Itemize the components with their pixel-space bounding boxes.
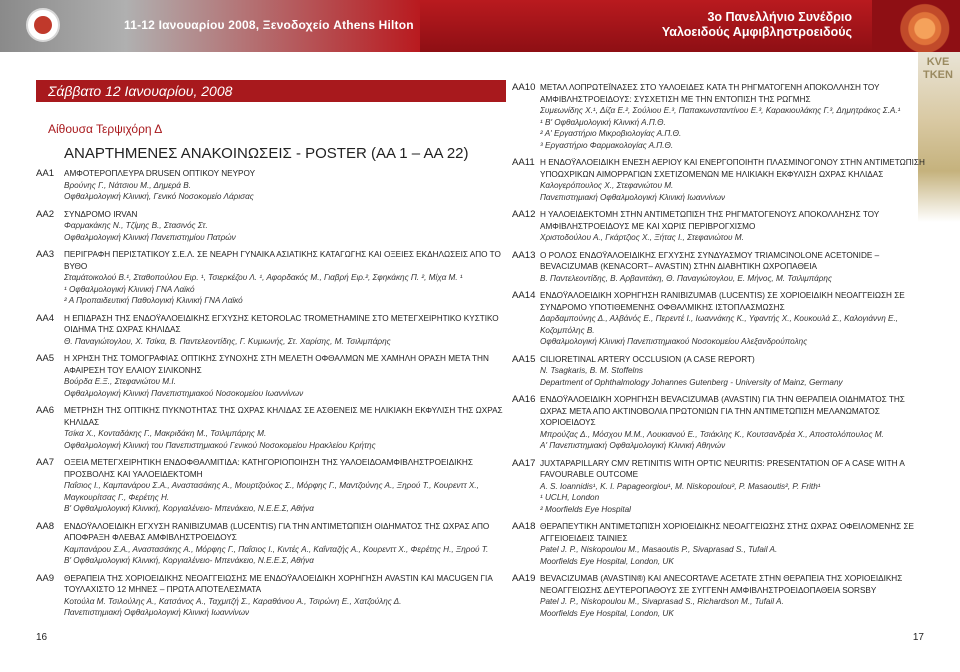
abstract-code: ΑΑ10 [512, 82, 536, 93]
abstract-authors: Μπρούζας Δ., Μόσχου Μ.Μ., Λουκιανού Ε., Τσιάκλης Κ., Κουτσανδρέα Χ., Αποστολόπουλος Μ. [540, 429, 884, 439]
abstract-authors: Κοτούλα Μ. Τσιλούλης Α., Κατσάνος Α., Ταχμιτζή Σ., Καραθάνου Α., Τσιρώνη Ε., Χατζούλης Δ. [64, 596, 402, 606]
decorative-text: KVE TKEN [923, 56, 953, 81]
abstract-title: ΣΥΝΔΡΟΜΟ IRVAN [64, 209, 138, 219]
abstract-authors: Β. Παντελεοντίδης, Β. Αρβανιτάκη, Θ. Παναγιώτογλου, Ε. Μήνος, Μ. Τσιλιμπάρης [540, 273, 832, 283]
abstract-title: Η ΕΝΔΟΫΑΛΟΕΙΔΙΚΗ ΕΝΕΣΗ ΑΕΡΙΟΥ ΚΑΙ ΕΝΕΡΓΟΠΟΙΗΤΗ ΠΛΑΣΜΙΝΟΓΟΝΟΥ ΣΤΗΝ ΑΝΤΙΜΕΤΩΠΙΣΗ ΥΠΟΩΧΡΙΚΩΝ ΑΙΜΟΡΡΑΓΙΩΝ ΣΧΕΤΙΖΟΜΕΝΩΝ ΜΕ ΗΛΙΚΙΑΚΗ ΕΚΦΥΛΙΣΗ ΩΧΡΑΣ ΚΗΛΙΔΑΣ [540, 158, 925, 179]
abstract-title: Η ΥΑΛΟΕΙΔΕΚΤΟΜΗ ΣΤΗΝ ΑΝΤΙΜΕΤΩΠΙΣΗ ΤΗΣ ΡΗΓΜΑΤΟΓΕΝΟΥΣ ΑΠΟΚΟΛΛΗΣΗΣ ΤΟΥ ΑΜΦΙΒΛΗΣΤΡΟΕΙΔΟΥΣ ΜΕ ΚΑΙ ΧΩΡΙΣ ΠΕΡΙΒΡΟΓΧΙΣΜΟ [540, 210, 880, 231]
abstract-authors: Patel J. P., Niskopoulou M., Sivaprasad S., Richardson M., Tufail A. [540, 597, 784, 606]
abstract-title: ΘΕΡΑΠΕΥΤΙΚΗ ΑΝΤΙΜΕΤΩΠΙΣΗ ΧΟΡΙΟΕΙΔΙΚΗΣ ΝΕΟΑΓΓΕΙΩΣΗΣ ΣΤΗΣ ΩΧΡΑΣ ΟΦΕΙΛΟΜΕΝΗΣ ΣΕ ΑΓΓΕΙΟΕΙΔΕΙΣ ΤΑΙΝΙΕΣ [540, 522, 914, 543]
abstract-authors: Δαρδαμπούνης Δ., Αλβάνός Ε., Περεντέ Ι., Ιωαννάκης Κ., Υφαντής Χ., Κουκουλά Σ., Καλογιάννη Ε., Κοζομπόλης Β. [540, 314, 899, 335]
abstract-item [512, 290, 932, 348]
abstract-title: Η ΕΠΙΔΡΑΣΗ ΤΗΣ ΕΝΔΟΫΑΛΟΕΙΔΙΚΗΣ ΕΓΧΥΣΗΣ KETOROLAC TROMETHAMINE ΣΤΟ ΜΕΤΕΓΧΕΙΡΗΤΙΚΟ ΚΥΣΤΙΚΟ ΟΙΔΗΜΑ ΤΗΣ ΩΧΡΑΣ ΚΗΛΙΔΑΣ [64, 313, 499, 334]
abstract-affiliation: Department of Ophthalmology Johannes Gutenberg - University of Mainz, Germany [540, 377, 843, 387]
abstract-title: ΕΝΔΟΫΑΛΟΕΙΔΙΚΗ ΧΟΡΗΓΗΣΗ BEVACIZUMAB (AVASTIN) ΓΙΑ ΤΗΝ ΘΕΡΑΠΕΙΑ ΟΙΔΗΜΑΤΟΣ ΤΗΣ ΩΧΡΑΣ ΜΕΤΑ ΑΠΟ ΑΚΤΙΝΟΒΟΛΙΑ ΠΡΩΤΟΝΙΩΝ ΓΙΑ ΤΗΝ ΑΝΤΙΜΕΤΩΠΙΣΗ ΜΕΛΑΝΩΜΑΤΟΣ ΧΟΡΙΟΕΙΔΟΥΣ [540, 395, 905, 427]
abstract-affiliation: Moorfields Eye Hospital, London, UK [540, 608, 674, 618]
page-number-left: 16 [36, 632, 48, 643]
conference-dates: 11-12 Ιανουαρίου 2008, Ξενοδοχείο Athens Hilton [124, 18, 414, 32]
abstract-authors: Χριστοδούλου Α., Γκάρτζιος Χ., Ξήτας Ι., Στεφανιώτου Μ. [540, 233, 744, 242]
abstract-title: ΕΝΔΟΫΑΛΟΕΙΔΙΚΗ ΧΟΡΗΓΗΣΗ RANIBIZUMAB (LUCENTIS) ΣΕ ΧΟΡΙΟΕΙΔΙΚΗ ΝΕΟΑΓΓΕΙΩΣΗ ΣΕ ΣΥΝΔΡΟΜΟ ΥΠΟΤΙΘΕΜΕΝΗΣ ΟΦΘΑΛΜΙΚΗΣ ΙΣΤΟΠΛΑΣΜΩΣΗΣ [540, 291, 905, 312]
abstract-code: ΑΑ6 [36, 405, 55, 416]
abstract-title: ΜΕΤΑΛ ΛΟΠΡΩΤΕΪΝΑΣΕΣ ΣΤΟ ΥΑΛΟΕΙΔΕΣ ΚΑΤΑ ΤΗ ΡΗΓΜΑΤΟΓΕΝΗ ΑΠΟΚΟΛΛΗΣΗ ΤΟΥ ΑΜΦΙΒΛΗΣΤΡΟΕΙΔΟΥΣ: ΣΥΣΧΕΤΙΣΗ ΜΕ ΤΗΝ ΕΝΤΟΠΙΣΗ ΤΗΣ ΡΩΓΜΗΣ [540, 83, 880, 104]
abstract-authors: Βούρδα Ε.Ξ., Στεφανιώτου Μ.Ι. [64, 377, 176, 386]
abstract-affiliation: Πανεπιστημιακή Οφθαλμολογική Κλινική Ιωαννίνων [540, 192, 726, 202]
abstract-code: ΑΑ18 [512, 521, 536, 532]
abstract-code: ΑΑ4 [36, 312, 55, 324]
abstract-item [512, 394, 932, 452]
abstract-affiliation: ¹ Β' Οφθαλμολογική Κλινική Α.Π.Θ. ² Α' Εργαστήριο Μικροβιολογίας Α.Π.Θ. ³ Εργαστήριο Φαρμακολογίας Α.Π.Θ. [540, 117, 682, 150]
abstract-affiliation: ¹ Οφθαλμολογική Κλινική ΓΝΑ Λαϊκό ² Α Προπαιδευτική Παθολογική Κλινική ΓΝΑ Λαϊκό [64, 284, 243, 305]
abstract-affiliation: Α' Πανεπιστημιακή Οφθαλμολογική Κλινική Αθηνών [540, 441, 726, 450]
abstract-code: ΑΑ7 [36, 457, 55, 468]
abstract-code: ΑΑ16 [512, 394, 536, 405]
abstract-item [36, 353, 506, 399]
abstract-authors: Παΐσιος Ι., Καμπανάρου Σ.Α., Αναστασάκης Α., Μουρτζούκος Σ., Μόρφης Γ., Μαντζούνης Α., Ξηρού Τ., Κουρενττ Χ., Μαγκουρίτσας Γ., Φερέτης Η. [64, 481, 479, 502]
abstract-authors: Τσίκα Χ., Κονταδάκης Γ., Μακριδάκη Μ., Τσιλιμπάρης Μ. [64, 429, 267, 438]
abstract-code: ΑΑ3 [36, 249, 55, 260]
abstract-affiliation: Β' Οφθαλμολογική Κλινική, Κοργιαλένειο- Μπενάκειο, Ν.Ε.Ε.Σ, Αθήνα [64, 556, 314, 565]
abstract-code: ΑΑ17 [512, 457, 536, 469]
abstract-code: ΑΑ9 [36, 572, 55, 584]
abstract-item [512, 521, 932, 567]
abstract-item [512, 458, 932, 516]
abstract-code: ΑΑ1 [36, 168, 55, 179]
abstract-item [36, 457, 506, 515]
abstract-authors: Σταμάτοικολού Β.¹, Σταθοπούλου Ειρ. ¹, Τσιερκέζου Λ. ¹, Αφορδακός Μ., Γιαβρή Ειρ.², Σφηκάκης Π. ², Μίχα Μ. ¹ [64, 273, 463, 282]
conference-title-line2: Υαλοειδούς Αμφιβληστροειδούς [661, 25, 852, 39]
abstract-title: ΑΜΦΟΤΕΡΟΠΛΕΥΡΑ DRUSEN ΟΠΤΙΚΟΥ ΝΕΥΡΟΥ [64, 169, 256, 178]
abstract-title: BEVACIZUMAB (AVASTIN®) ΚΑΙ ANECORTAVE ACETATE ΣΤΗΝ ΘΕΡΑΠΕΙΑ ΤΗΣ ΧΟΡΙΟΕΙΔΙΚΗΣ ΝΕΟΑΓΓΕΙΩΣΗΣ ΔΕΥΤΕΡΟΠΑΘΟΥΣ ΣΕ ΣΥΓΓΕΝΗ ΑΜΦΙΒΛΗΣΤΡΟΕΙΔΟΠΑΘΕΙΑ SORSBY [540, 574, 903, 595]
abstract-code: ΑΑ19 [512, 573, 536, 584]
abstract-title: JUXTAPAPILLARY CMV RETINITIS WITH OPTIC NEURITIS: PRESENTATION OF A CASE WITH A FAVOURABLE OUTCOME [540, 458, 905, 479]
abstract-item [512, 157, 932, 203]
abstract-affiliation: Moorfields Eye Hospital, London, UK [540, 556, 674, 566]
abstract-item [36, 209, 506, 244]
abstract-code: ΑΑ14 [512, 290, 536, 301]
abstract-title: Ο ΡΟΛΟΣ ΕΝΔΟΫΑΛΟΕΙΔΙΚΗΣ ΕΓΧΥΣΗΣ ΣΥΝΔΥΑΣΜΟΥ TRIAMCINOLONE ACETONIDE – BEVACIZUMAB (KENACORT– AVASTIN) ΣΤΗΝ ΔΙΑΒΗΤΙΚΗ ΩΧΡΟΠΑΘΕΙΑ [540, 250, 880, 271]
abstract-item [36, 573, 506, 619]
abstract-item [36, 249, 506, 307]
society-logo-icon [26, 8, 60, 42]
abstract-item [36, 168, 506, 203]
abstract-item [512, 82, 932, 151]
session-title: ΑΝΑΡΤΗΜΕΝΕΣ ΑΝΑΚΟΙΝΩΣΕΙΣ - POSTER (ΑΑ 1 – ΑΑ 22) [64, 145, 469, 162]
left-column [36, 168, 506, 625]
abstract-item [512, 209, 932, 244]
abstract-title: CILIORETINAL ARTERY OCCLUSION (A CASE REPORT) [540, 354, 755, 364]
conference-title [662, 10, 852, 40]
abstract-affiliation: Β' Οφθαλμολογική Κλινική, Κοργιαλένειο- Μπενάκειο, Ν.Ε.Ε.Σ, Αθήνα [64, 504, 314, 513]
right-column [512, 82, 932, 625]
abstract-item [512, 250, 932, 285]
abstract-affiliation: Οφθαλμολογική Κλινική, Γενικό Νοσοκομείο Λάρισας [64, 192, 254, 201]
abstract-affiliation: Οφθαλμολογική Κλινική του Πανεπιστημιακού Γενικού Νοσοκομείου Ηρακλείου Κρήτης [64, 440, 376, 450]
abstract-item [36, 405, 506, 451]
abstract-code: ΑΑ8 [36, 520, 55, 532]
abstract-authors: N. Tsagkaris, B. M. Stoffelns [540, 366, 643, 375]
page-header [0, 0, 960, 52]
abstract-authors: A. S. Ioannidis¹, K. I. Papageorgiou¹, M. Niskopoulou², P. Masaoutis², P. Frith¹ [540, 481, 821, 491]
abstract-affiliation: Πανεπιστημιακή Οφθαλμολογική Κλινική Ιωαννίνων [64, 608, 250, 617]
abstract-item [512, 354, 932, 389]
abstract-item [36, 313, 506, 348]
abstract-code: ΑΑ12 [512, 209, 536, 220]
hall-name: Αίθουσα Τερψιχόρη Δ [48, 122, 163, 136]
abstract-title: ΠΕΡΙΓΡΑΦΗ ΠΕΡΙΣΤΑΤΙΚΟΥ Σ.Ε.Λ. ΣΕ ΝΕΑΡΗ ΓΥΝΑΙΚΑ ΑΣΙΑΤΙΚΗΣ ΚΑΤΑΓΩΓΗΣ ΚΑΙ ΟΞΕΙΕΣ ΕΚΔΗΛΩΣΕΙΣ ΑΠΟ ΤΟ ΒΥΘΟ [64, 250, 501, 271]
abstract-authors: Φαρμακάκης Ν., Τζίμης Β., Στασινός Στ. [64, 221, 208, 230]
abstract-authors: Συμεωνίδης Χ.¹, Δίζα Ε.², Σούλιου Ε.³, Παπακωνσταντίνου Ε.³, Καρακιουλάκης Γ.³, Δημητράκος Σ.Α.¹ [540, 106, 901, 115]
abstract-authors: Θ. Παναγιώτογλου, Χ. Τσίκα, Β. Παντελεοντίδης, Γ. Κυμιωνής, Στ. Χαρίσης, Μ. Τσιλιμπάρης [64, 336, 391, 346]
eye-graphic-icon [872, 0, 960, 52]
abstract-affiliation: Οφθαλμολογική Κλινική Πανεπιστημίου Πατρών [64, 232, 236, 242]
abstract-title: ΜΕΤΡΗΣΗ ΤΗΣ ΟΠΤΙΚΗΣ ΠΥΚΝΟΤΗΤΑΣ ΤΗΣ ΩΧΡΑΣ ΚΗΛΙΔΑΣ ΣΕ ΑΣΘΕΝΕΙΣ ΜΕ ΗΛΙΚΙΑΚΗ ΕΚΦΥΛΙΣΗ ΤΗΣ ΩΧΡΑΣ ΚΗΛΙΔΑΣ [64, 406, 503, 427]
abstract-code: ΑΑ11 [512, 157, 535, 168]
abstract-title: Η ΧΡΗΣΗ ΤΗΣ ΤΟΜΟΓΡΑΦΙΑΣ ΟΠΤΙΚΗΣ ΣΥΝΟΧΗΣ ΣΤΗ ΜΕΛΕΤΗ ΟΦΘΑΛΜΩΝ ΜΕ ΧΑΜΗΛΗ ΟΡΑΣΗ ΜΕΤΑ ΤΗΝ ΑΦΑΙΡΕΣΗ ΤΟΥ ΕΛΑΙΟΥ ΣΙΛΙΚΟΝΗΣ [64, 354, 489, 375]
abstract-item [512, 573, 932, 619]
abstract-affiliation: ¹ UCLH, London ² Moorfields Eye Hospital [540, 493, 632, 514]
abstract-authors: Καμπανάρου Σ.Α., Αναστασάκης Α., Μόρφης Γ., Παΐσιος Ι., Κιντές Α., Καΐνταζής Α., Κουρενττ Χ., Φερέτης Η., Ξηρού Τ. [64, 544, 489, 554]
abstract-code: ΑΑ5 [36, 353, 55, 364]
abstract-affiliation: Οφθαλμολογική Κλινική Πανεπιστημιακού Νοσοκομείου Αλεξανδρούπολης [540, 337, 808, 346]
abstract-title: ΘΕΡΑΠΕΙΑ ΤΗΣ ΧΟΡΙΟΕΙΔΙΚΗΣ ΝΕΟΑΓΓΕΙΩΣΗΣ ΜΕ ΕΝΔΟΫΑΛΟΕΙΔΙΚΗ ΧΟΡΗΓΗΣΗ AVASTIN ΚΑΙ MACUGEN ΓΙΑ ΤΟΥΛΑΧΙΣΤΟ 12 ΜΗΝΕΣ – ΠΡΩΤΑ ΑΠΟΤΕΛΕΣΜΑΤΑ [64, 573, 493, 594]
abstract-code: ΑΑ13 [512, 249, 536, 261]
abstract-affiliation: Οφθαλμολογική Κλινική Πανεπιστημιακού Νοσοκομείου Ιωαννίνων [64, 388, 304, 398]
day-heading: Σάββατο 12 Ιανουαρίου, 2008 [36, 80, 506, 102]
page-number-right: 17 [912, 632, 924, 643]
abstract-authors: Καλογερόπουλος Χ., Στεφανιώτου Μ. [540, 181, 674, 190]
abstract-title: ΟΞΕΙΑ ΜΕΤΕΓΧΕΙΡΗΤΙΚΗ ΕΝΔΟΦΘΑΛΜΙΤΙΔΑ: ΚΑΤΗΓΟΡΙΟΠΟΙΗΣΗ ΤΗΣ ΥΑΛΟΕΙΔΟΑΜΦΙΒΛΗΣΤΡΟΕΙΔΙΚΗΣ ΠΡΟΣΒΟΛΗΣ ΚΑΙ ΥΑΛΟΕΙΔΕΚΤΟΜΗ [64, 458, 473, 479]
abstract-item [36, 521, 506, 567]
abstract-authors: Βρούνης Γ., Νάτσιου Μ., Δημερά Β. [64, 180, 191, 190]
abstract-code: ΑΑ2 [36, 208, 55, 220]
abstract-authors: Patel J. P., Niskopoulou M., Masaoutis P., Sivaprasad S., Tufail A. [540, 545, 778, 554]
abstract-title: ΕΝΔΟΫΑΛΟΕΙΔΙΚΗ ΕΓΧΥΣΗ RANIBIZUMAB (LUCENTIS) ΓΙΑ ΤΗΝ ΑΝΤΙΜΕΤΩΠΙΣΗ ΟΙΔΗΜΑΤΟΣ ΤΗΣ ΩΧΡΑΣ ΑΠΟ ΑΠΟΦΡΑΞΗ ΦΛΕΒΑΣ ΑΜΦΙΒΛΗΣΤΡΟΕΙΔΟΥΣ [64, 521, 490, 542]
abstract-code: ΑΑ15 [512, 353, 536, 365]
conference-title-line1: 3ο Πανελλήνιο Συνέδριο [707, 10, 852, 24]
